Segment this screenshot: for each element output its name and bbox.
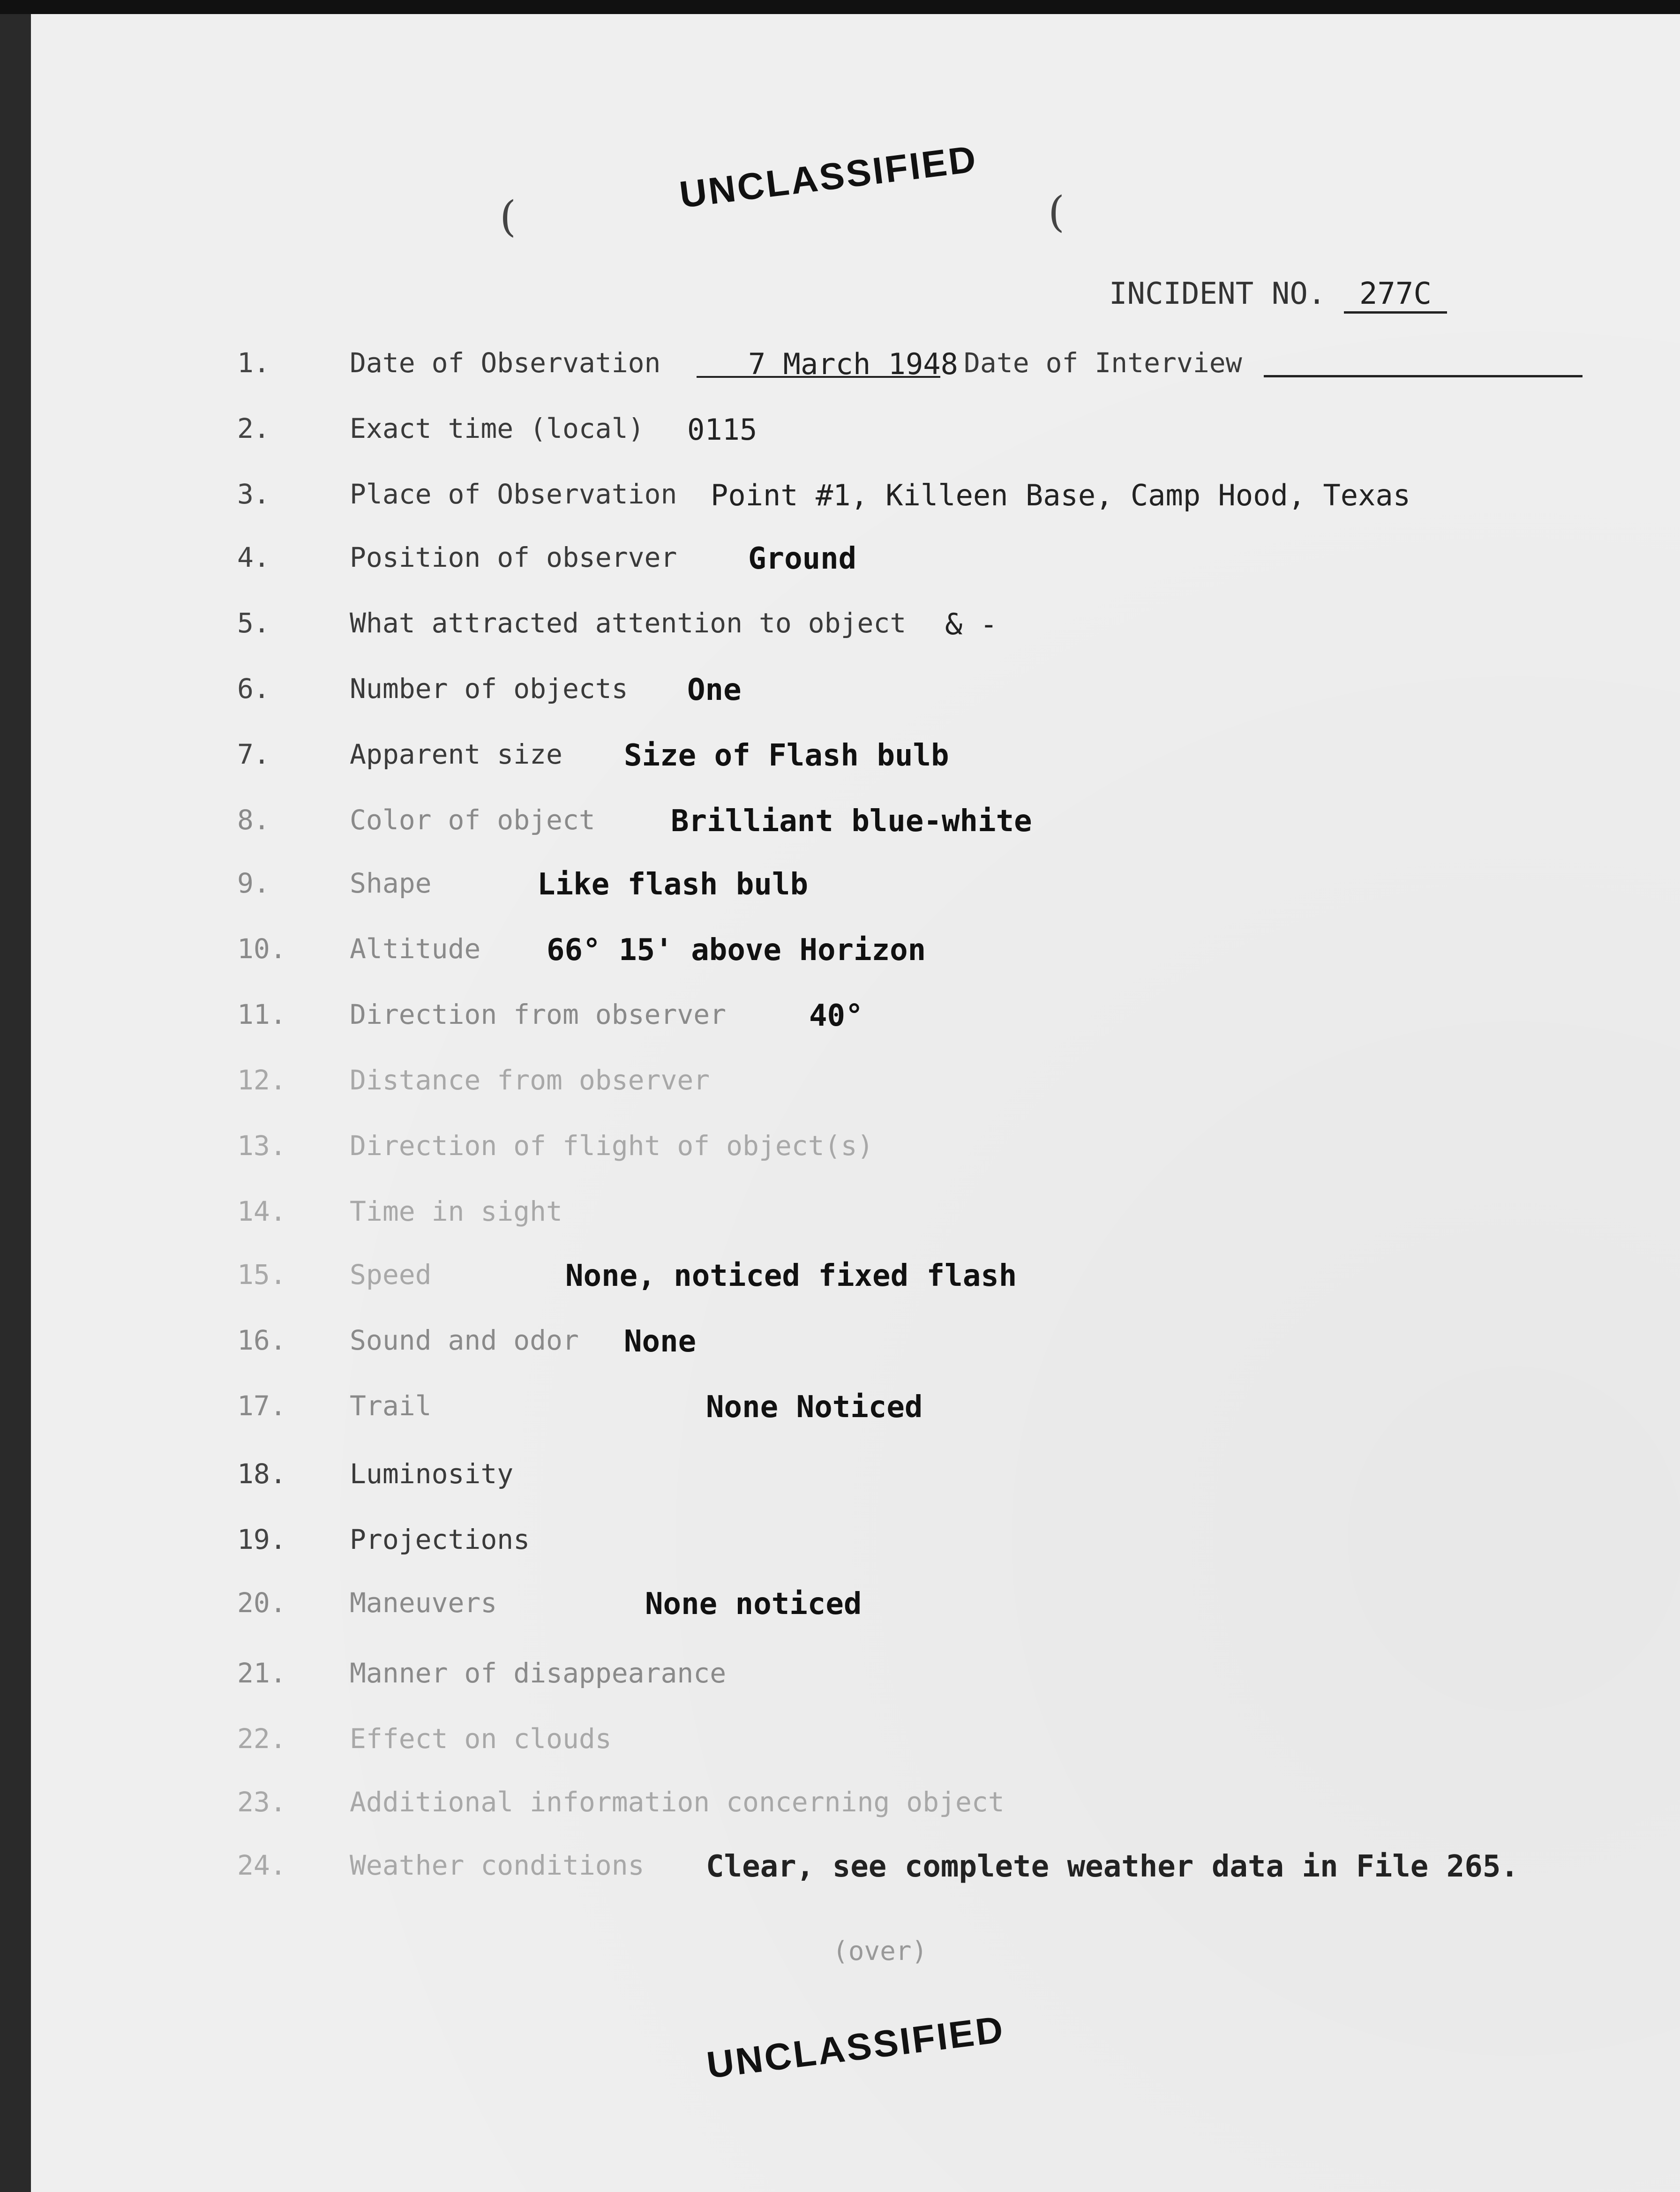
field-number: 13. [237, 1130, 286, 1162]
field-number: 4. [237, 541, 270, 573]
field-value: None [624, 1324, 697, 1359]
field-number: 14. [237, 1195, 286, 1227]
document-page [31, 14, 1680, 2192]
field-label: Number of objects [350, 673, 628, 705]
field-label: What attracted attention to object [350, 607, 907, 639]
field-row-14 [31, 1195, 1680, 1242]
field-value: None, noticed fixed flash [565, 1259, 1017, 1293]
field-label: Shape [350, 867, 432, 899]
field-number: 5. [237, 607, 270, 639]
field-label: Luminosity [350, 1458, 514, 1490]
field-row-16 [31, 1324, 1680, 1371]
field-row-2 [31, 413, 1680, 459]
field-label: Altitude [350, 933, 481, 965]
field-number: 17. [237, 1390, 286, 1422]
field-label: Apparent size [350, 738, 562, 770]
field-label: Additional information concerning object [350, 1786, 1005, 1818]
field-value: None Noticed [706, 1390, 923, 1425]
field-row-20 [31, 1587, 1680, 1634]
field-row-9 [31, 867, 1680, 914]
field-number: 21. [237, 1657, 286, 1689]
field-number: 12. [237, 1064, 286, 1096]
field-row-10 [31, 933, 1680, 980]
field-row-12 [31, 1064, 1680, 1111]
field-label: Maneuvers [350, 1587, 497, 1619]
field-row-4 [31, 541, 1680, 588]
field-row-7 [31, 738, 1680, 785]
field-value: & - [945, 607, 998, 641]
field-row-17 [31, 1390, 1680, 1437]
field-row-8 [31, 804, 1680, 851]
field-value: One [687, 673, 742, 707]
field-number: 8. [237, 804, 270, 836]
field-label: Time in sight [350, 1195, 562, 1227]
field-number: 18. [237, 1458, 286, 1490]
field-label: Manner of disappearance [350, 1657, 727, 1689]
incident-value: 277C [1344, 277, 1447, 314]
field-label: Exact time (local) [350, 413, 645, 444]
field-label: Sound and odor [350, 1324, 579, 1356]
field-row-23 [31, 1786, 1680, 1833]
field-label: Speed [350, 1259, 432, 1291]
field-row-18 [31, 1458, 1680, 1505]
field-number: 7. [237, 738, 270, 770]
field-row-15 [31, 1259, 1680, 1306]
field-value: Like flash bulb [537, 867, 808, 902]
interview-blank [1264, 375, 1582, 377]
field-number: 15. [237, 1259, 286, 1291]
field-row-22 [31, 1723, 1680, 1770]
field-row-5 [31, 607, 1680, 654]
field-number: 1. [237, 347, 270, 379]
field-number: 24. [237, 1849, 286, 1881]
field-value: Clear, see complete weather data in File 265. [706, 1849, 1519, 1884]
field-value: Point #1, Killeen Base, Camp Hood, Texas [711, 478, 1411, 512]
field-label: Date of Observation [350, 347, 661, 379]
scan-top-border [0, 0, 1680, 14]
field-value: 0115 [687, 413, 758, 447]
field-number: 6. [237, 673, 270, 705]
field-row-19 [31, 1524, 1680, 1570]
field-number: 9. [237, 867, 270, 899]
field-value: 40° [809, 998, 863, 1033]
field-label: Position of observer [350, 541, 677, 573]
field-row-11 [31, 998, 1680, 1045]
field-label: Weather conditions [350, 1849, 645, 1881]
incident-label: INCIDENT NO. [1109, 277, 1326, 311]
field-label: Trail [350, 1390, 432, 1422]
unclassified-stamp-top: UNCLASSIFIED [677, 137, 980, 216]
field-label: Effect on clouds [350, 1723, 612, 1755]
field-value: 66° 15' above Horizon [547, 933, 926, 968]
field-label: Direction from observer [350, 998, 727, 1030]
field-label: Direction of flight of object(s) [350, 1130, 874, 1162]
field-number: 20. [237, 1587, 286, 1619]
scan-mark: ( [500, 192, 517, 241]
field-value: Size of Flash bulb [624, 738, 949, 773]
field-label: Place of Observation [350, 478, 677, 510]
field-number: 23. [237, 1786, 286, 1818]
field-number: 2. [237, 413, 270, 444]
field-number: 19. [237, 1524, 286, 1555]
field-label: Color of object [350, 804, 595, 836]
field-row-3 [31, 478, 1680, 525]
field-label: Distance from observer [350, 1064, 710, 1096]
field-row-1 [31, 347, 1680, 394]
field-value: None noticed [645, 1587, 862, 1621]
field-number: 22. [237, 1723, 286, 1755]
field-number: 10. [237, 933, 286, 965]
field-row-13 [31, 1130, 1680, 1177]
over-note: (over) [832, 1936, 928, 1967]
field-row-21 [31, 1657, 1680, 1704]
field-number: 16. [237, 1324, 286, 1356]
field-number: 3. [237, 478, 270, 510]
field-label: Projections [350, 1524, 530, 1555]
field-row-24 [31, 1849, 1680, 1896]
unclassified-stamp-bottom: UNCLASSIFIED [704, 2008, 1007, 2087]
incident-number [1109, 277, 1447, 314]
interview-label: Date of Interview [964, 347, 1242, 379]
field-row-6 [31, 673, 1680, 720]
scan-mark: ( [1048, 188, 1065, 237]
field-value: Ground [748, 541, 857, 576]
field-number: 11. [237, 998, 286, 1030]
field-value: Brilliant blue-white [671, 804, 1032, 839]
field-value: 7 March 1948 [748, 347, 958, 381]
